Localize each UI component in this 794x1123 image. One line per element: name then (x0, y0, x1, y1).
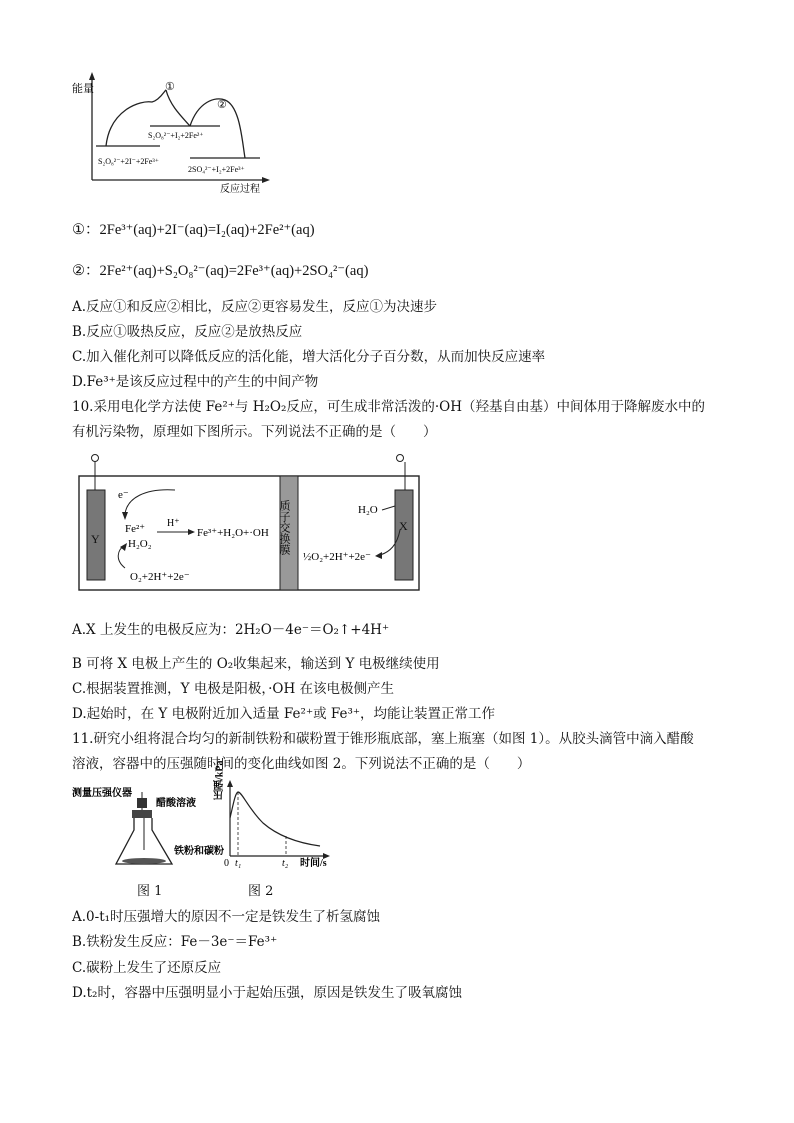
q11-option-d: D.t₂时，容器中压强明显小于起始压强，原因是铁发生了吸氧腐蚀 (72, 985, 462, 1001)
electron-label: e⁻ (118, 489, 129, 501)
level-end-label: 2SO₄²⁻+I₂+2Fe³⁺ (188, 165, 245, 174)
acid-label: 醋酸溶液 (156, 798, 196, 809)
q9-option-c: C.加入催化剂可以降低反应的活化能，增大活化分子百分数，从而加快反应速率 (72, 349, 546, 365)
q10-option-d: D.起始时，在 Y 电极附近加入适量 Fe²⁺或 Fe³⁺，均能让装置正常工作 (72, 706, 496, 722)
energy-diagram (70, 70, 280, 195)
energy-xlabel: 反应过程 (220, 184, 260, 195)
q11-option-c: C.碳粉上发生了还原反应 (72, 960, 222, 976)
q9-option-b: B.反应①吸热反应，反应②是放热反应 (72, 324, 303, 340)
electrode-x-label: X (399, 519, 408, 533)
pressure-curve (230, 792, 320, 846)
h2o2-label: H₂O₂ (128, 538, 152, 550)
pressure-xlabel: 时间/s (300, 858, 327, 869)
t1-label: t₁ (235, 858, 242, 869)
electrode-x (395, 490, 413, 580)
electrode-y-label: Y (91, 532, 100, 546)
equation-2: ②：2Fe²⁺(aq)+S₂O₈²⁻(aq)=2Fe³⁺(aq)+2SO₄²⁻(aq) (72, 263, 369, 279)
powder-label: 铁粉和碳粉 (174, 846, 224, 857)
q9-option-d: D.Fe³⁺是该反应过程中的产生的中间产物 (72, 374, 319, 390)
q11-stem-line1: 11.研究小组将混合均匀的新制铁粉和碳粉置于锥形瓶底部，塞上瓶塞（如图 1）。从胶头滴管中滴入醋酸 (72, 731, 694, 747)
figure1-caption: 图 1 (137, 884, 163, 899)
product-label: Fe³⁺+H₂O+·OH (197, 527, 269, 539)
h-plus-label: H⁺ (167, 518, 180, 529)
o2-oxidation-label: ½O₂+2H⁺+2e⁻ (303, 551, 371, 563)
flask-diagram (72, 782, 224, 872)
q11-stem-line2: 溶液，容器中的压强随时间的变化曲线如图 2。下列说法不正确的是（ ） (72, 756, 531, 772)
q11-option-a: A.0-t₁时压强增大的原因不一定是铁发生了析氢腐蚀 (72, 909, 381, 925)
o2-reduction-label: O₂+2H⁺+2e⁻ (130, 571, 190, 583)
energy-ylabel: 能量 (72, 83, 94, 95)
equation-1: ①：2Fe³⁺(aq)+2I⁻(aq)=I₂(aq)+2Fe²⁺(aq) (72, 222, 315, 238)
pressure-chart (208, 760, 338, 870)
membrane-label: 质子交换膜 (278, 500, 290, 555)
figure2-caption: 图 2 (248, 884, 274, 899)
q10-stem-line1: 10.采用电化学方法使 Fe²⁺与 H₂O₂反应，可生成非常活泼的·OH（羟基自由基）中间体用于降解废水中的 (72, 399, 706, 415)
level-mid-label: S₂O₈²⁻+I₂+2Fe²⁺ (148, 131, 204, 140)
peak2-label: ② (217, 99, 227, 111)
peak1-label: ① (165, 81, 175, 93)
instrument-label: 测量压强仪器 (72, 788, 132, 799)
stopper (132, 810, 152, 818)
q10-option-b: B 可将 X 电极上产生的 O₂收集起来，输送到 Y 电极继续使用 (72, 656, 440, 672)
pressure-ylabel: 压强/kPa (214, 760, 226, 800)
q10-option-c: C.根据装置推测，Y 电极是阳极，·OH 在该电极侧产生 (72, 681, 395, 697)
q11-option-b: B.铁粉发生反应：Fe－3e⁻＝Fe³⁺ (72, 934, 278, 950)
electrolysis-cell-diagram (75, 450, 425, 595)
powder-layer (122, 858, 166, 864)
q10-option-a: A.X 上发生的电极反应为：2H₂O－4e⁻＝O₂↑+4H⁺ (72, 622, 390, 638)
origin-label: 0 (224, 858, 229, 869)
q10-stem-line2: 有机污染物，原理如下图所示。下列说法不正确的是（ ） (72, 424, 437, 440)
fe2-label: Fe²⁺ (125, 523, 146, 535)
t2-label: t₂ (282, 858, 289, 869)
level-start-label: S₂O₈²⁻+2I⁻+2Fe³⁺ (98, 157, 159, 166)
water-label: H₂O (358, 504, 378, 516)
q9-option-a: A.反应①和反应②相比，反应②更容易发生，反应①为决速步 (72, 299, 438, 315)
